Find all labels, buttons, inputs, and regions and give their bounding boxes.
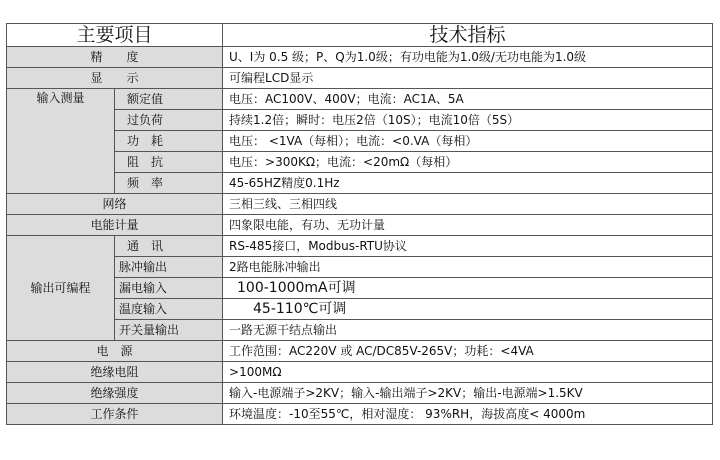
frequency-value: 45-65HZ精度0.1Hz [223, 173, 713, 194]
energy-metering-label: 电能计量 [7, 215, 223, 236]
switch-output-label: 开关量输出 [115, 320, 223, 341]
input-measurement-label: 输入测量 [7, 89, 115, 194]
power-consumption-label: 功 耗 [115, 131, 223, 152]
overload-label: 过负荷 [115, 110, 223, 131]
leakage-input-value: 100-1000mA可调 [223, 278, 713, 299]
table-row [7, 383, 713, 404]
overload-value: 持续1.2倍；瞬时：电压2倍（10S）；电流10倍（5S） [223, 110, 713, 131]
impedance-label: 阻 抗 [115, 152, 223, 173]
precision-label: 精 度 [7, 47, 223, 68]
pulse-output-label: 脉冲输出 [115, 257, 223, 278]
communication-label: 通 讯 [115, 236, 223, 257]
insulation-strength-value: 输入-电源端子>2KV；输入-输出端子>2KV；输出-电源端>1.5KV [223, 383, 713, 404]
table-row [7, 47, 713, 68]
display-label: 显 示 [7, 68, 223, 89]
table-row [7, 341, 713, 362]
header-tech-specs: 技术指标 [223, 24, 713, 47]
rated-value: 电压：AC100V、400V；电流：AC1A、5A [223, 89, 713, 110]
power-supply-label: 电 源 [7, 341, 223, 362]
table-row [7, 215, 713, 236]
network-value: 三相三线、三相四线 [223, 194, 713, 215]
working-conditions-value: 环境温度：-10至55℃，相对湿度： 93%RH，海拔高度< 4000m [223, 404, 713, 425]
power-supply-value: 工作范围：AC220V 或 AC/DC85V-265V；功耗：<4VA [223, 341, 713, 362]
impedance-value: 电压：>300KΩ；电流：<20mΩ（每相） [223, 152, 713, 173]
frequency-label: 频 率 [115, 173, 223, 194]
table-row [7, 236, 713, 257]
table-row [7, 194, 713, 215]
insulation-resistance-label: 绝缘电阻 [7, 362, 223, 383]
temperature-input-label: 温度输入 [115, 299, 223, 320]
insulation-strength-label: 绝缘强度 [7, 383, 223, 404]
pulse-output-value: 2路电能脉冲输出 [223, 257, 713, 278]
header-row [7, 24, 713, 47]
switch-output-value: 一路无源干结点输出 [223, 320, 713, 341]
leakage-input-label: 漏电输入 [115, 278, 223, 299]
spec-table [6, 23, 713, 425]
communication-value: RS-485接口，Modbus-RTU协议 [223, 236, 713, 257]
rated-label: 额定值 [115, 89, 223, 110]
energy-metering-value: 四象限电能，有功、无功计量 [223, 215, 713, 236]
programmable-output-label: 输出可编程 [7, 236, 115, 341]
working-conditions-label: 工作条件 [7, 404, 223, 425]
insulation-resistance-value: >100MΩ [223, 362, 713, 383]
temperature-input-value: 45-110℃可调 [223, 299, 713, 320]
power-consumption-value: 电压： <1VA（每相）；电流：<0.VA（每相） [223, 131, 713, 152]
table-row [7, 89, 713, 110]
table-row [7, 404, 713, 425]
table-row [7, 68, 713, 89]
network-label: 网络 [7, 194, 223, 215]
precision-value: U、I为 0.5 级；P、Q为1.0级；有功电能为1.0级/无功电能为1.0级 [223, 47, 713, 68]
header-main-items: 主要项目 [7, 24, 223, 47]
display-value: 可编程LCD显示 [223, 68, 713, 89]
table-row [7, 362, 713, 383]
